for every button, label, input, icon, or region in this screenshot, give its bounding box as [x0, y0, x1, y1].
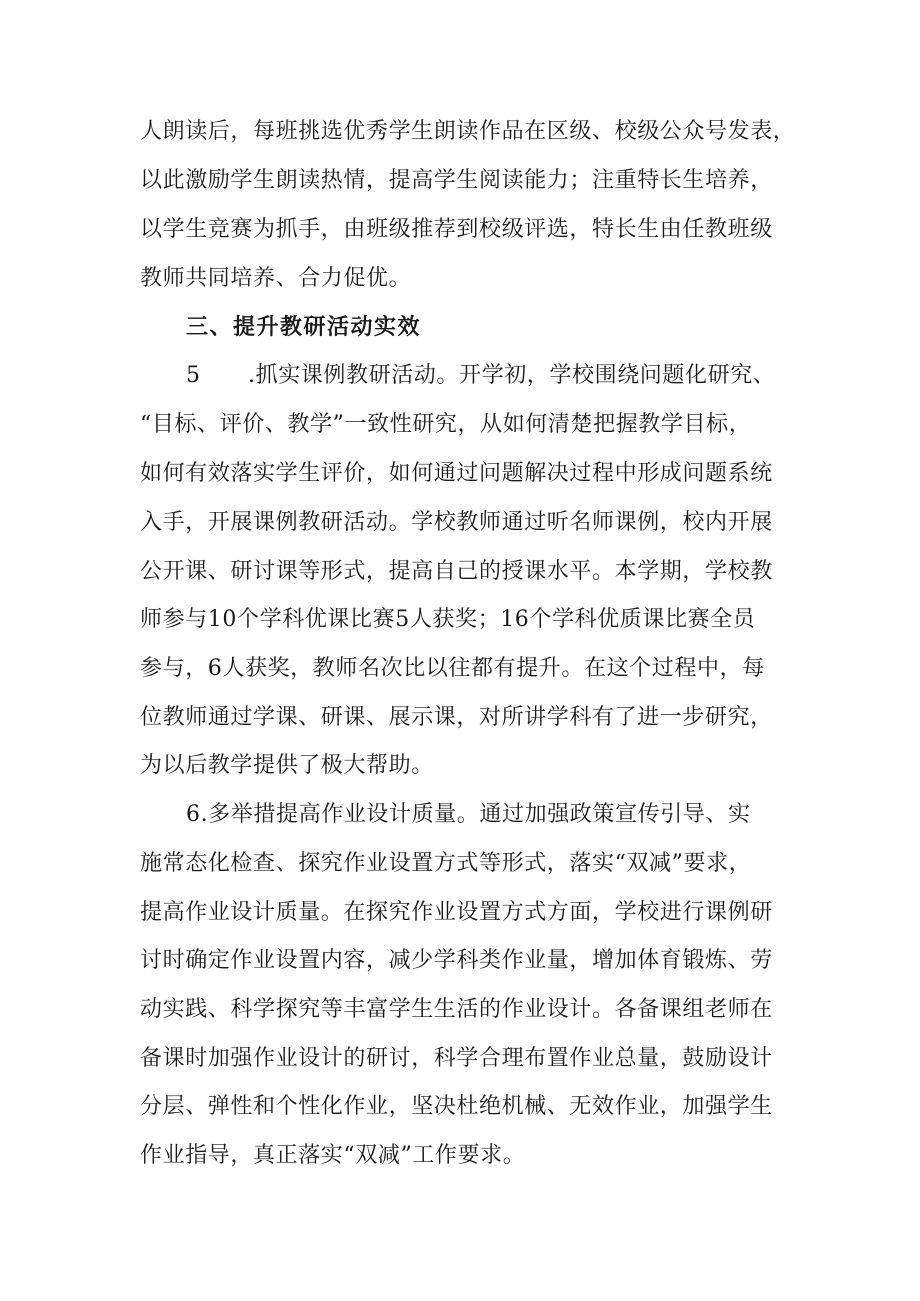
paragraph-line: 作业指导，真正落实“双减”工作要求。 — [140, 1143, 526, 1168]
paragraph-line: 备课时加强作业设计的研讨，科学合理布置作业总量，鼓励设计 — [140, 1046, 773, 1071]
paragraph-line: 以此激励学生朗读热情，提高学生阅读能力；注重特长生培养， — [140, 168, 773, 193]
paragraph-line: 入手，开展课例教研活动。学校教师通过听名师课例，校内开展 — [140, 510, 773, 535]
item-5-number: 5 — [186, 363, 201, 388]
item-5-text: .抓实课例教研活动。开学初，学校围绕问题化研究、 — [248, 363, 776, 388]
paragraph-line: 参与，6人获奖，教师名次比以往都有提升。在这个过程中，每 — [140, 656, 765, 681]
paragraph-line: 人朗读后，每班挑选优秀学生朗读作品在区级、校级公众号发表， — [140, 119, 796, 144]
paragraph-line: “目标、评价、教学”一致性研究，从如何清楚把握教学目标， — [140, 412, 752, 437]
paragraph-line: 位教师通过学课、研课、展示课，对所讲学科有了进一步研究， — [140, 705, 773, 730]
paragraph-line: 以学生竞赛为抓手，由班级推荐到校级评选，特长生由任教班级 — [140, 217, 773, 242]
item-6-first-line: 6.多举措提高作业设计质量。通过加强政策宣传引导、实 — [186, 802, 751, 827]
paragraph-line: 提高作业设计质量。在探究作业设置方式方面，学校进行课例研 — [140, 900, 773, 925]
section-heading: 三、提升教研活动实效 — [186, 315, 422, 340]
paragraph-line: 公开课、研讨课等形式，提高自己的授课水平。本学期，学校教 — [140, 559, 773, 584]
paragraph-line: 分层、弹性和个性化作业，坚决杜绝机械、无效作业，加强学生 — [140, 1094, 773, 1119]
paragraph-line: 教师共同培养、合力促优。 — [140, 266, 412, 291]
paragraph-line: 师参与10个学科优课比赛5人获奖；16个学科优质课比赛全员 — [140, 607, 756, 632]
paragraph-line: 动实践、科学探究等丰富学生生活的作业设计。各备课组老师在 — [140, 997, 773, 1022]
paragraph-line: 施常态化检查、探究作业设置方式等形式，落实“双减”要求， — [140, 851, 752, 876]
paragraph-line: 为以后教学提供了极大帮助。 — [140, 753, 434, 778]
item-5-first-line — [186, 361, 846, 391]
paragraph-line: 讨时确定作业设置内容，减少学科类作业量，增加体育锻炼、劳 — [140, 948, 773, 973]
paragraph-line: 如何有效落实学生评价，如何通过问题解决过程中形成问题系统 — [140, 461, 773, 486]
